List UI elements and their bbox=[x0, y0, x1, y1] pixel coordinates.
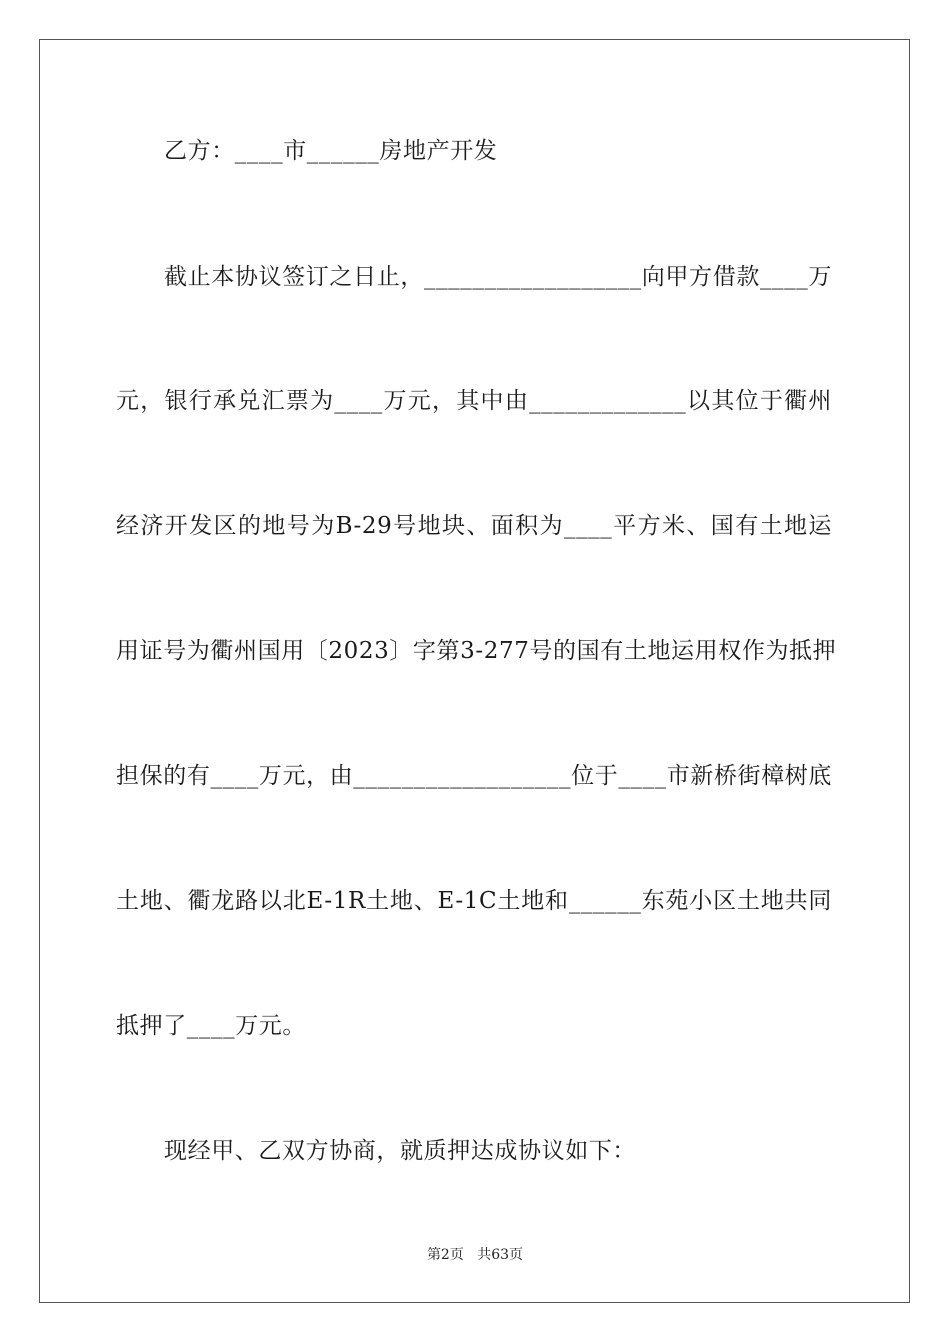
party-b-line: 乙方：____市______房地产开发 bbox=[164, 138, 498, 164]
paragraph-line: 元，银行承兑汇票为____万元，其中由_____________以其位于衢州 bbox=[116, 388, 832, 414]
paragraph-line: 土地、衢龙路以北E-1R土地、E-1C土地和______东苑小区土地共同 bbox=[116, 888, 832, 914]
agreement-intro-line: 现经甲、乙双方协商，就质押达成协议如下： bbox=[164, 1138, 636, 1164]
page-number: 第2页 bbox=[426, 1247, 464, 1263]
paragraph-line: 截止本协议签订之日止，__________________向甲方借款____万 bbox=[164, 264, 832, 290]
paragraph-line: 用证号为衢州国用〔2023〕字第3-277号的国有土地运用权作为抵押 bbox=[116, 638, 837, 664]
paragraph-line: 担保的有____万元，由__________________位于____市新桥街樟树底 bbox=[116, 763, 832, 789]
page-footer bbox=[0, 1245, 950, 1265]
page-frame bbox=[39, 39, 910, 1303]
paragraph-line: 抵押了____万元。 bbox=[116, 1013, 306, 1039]
paragraph-line: 经济开发区的地号为B-29号地块、面积为____平方米、国有土地运 bbox=[116, 513, 832, 539]
page-total: 共63页 bbox=[477, 1247, 524, 1263]
